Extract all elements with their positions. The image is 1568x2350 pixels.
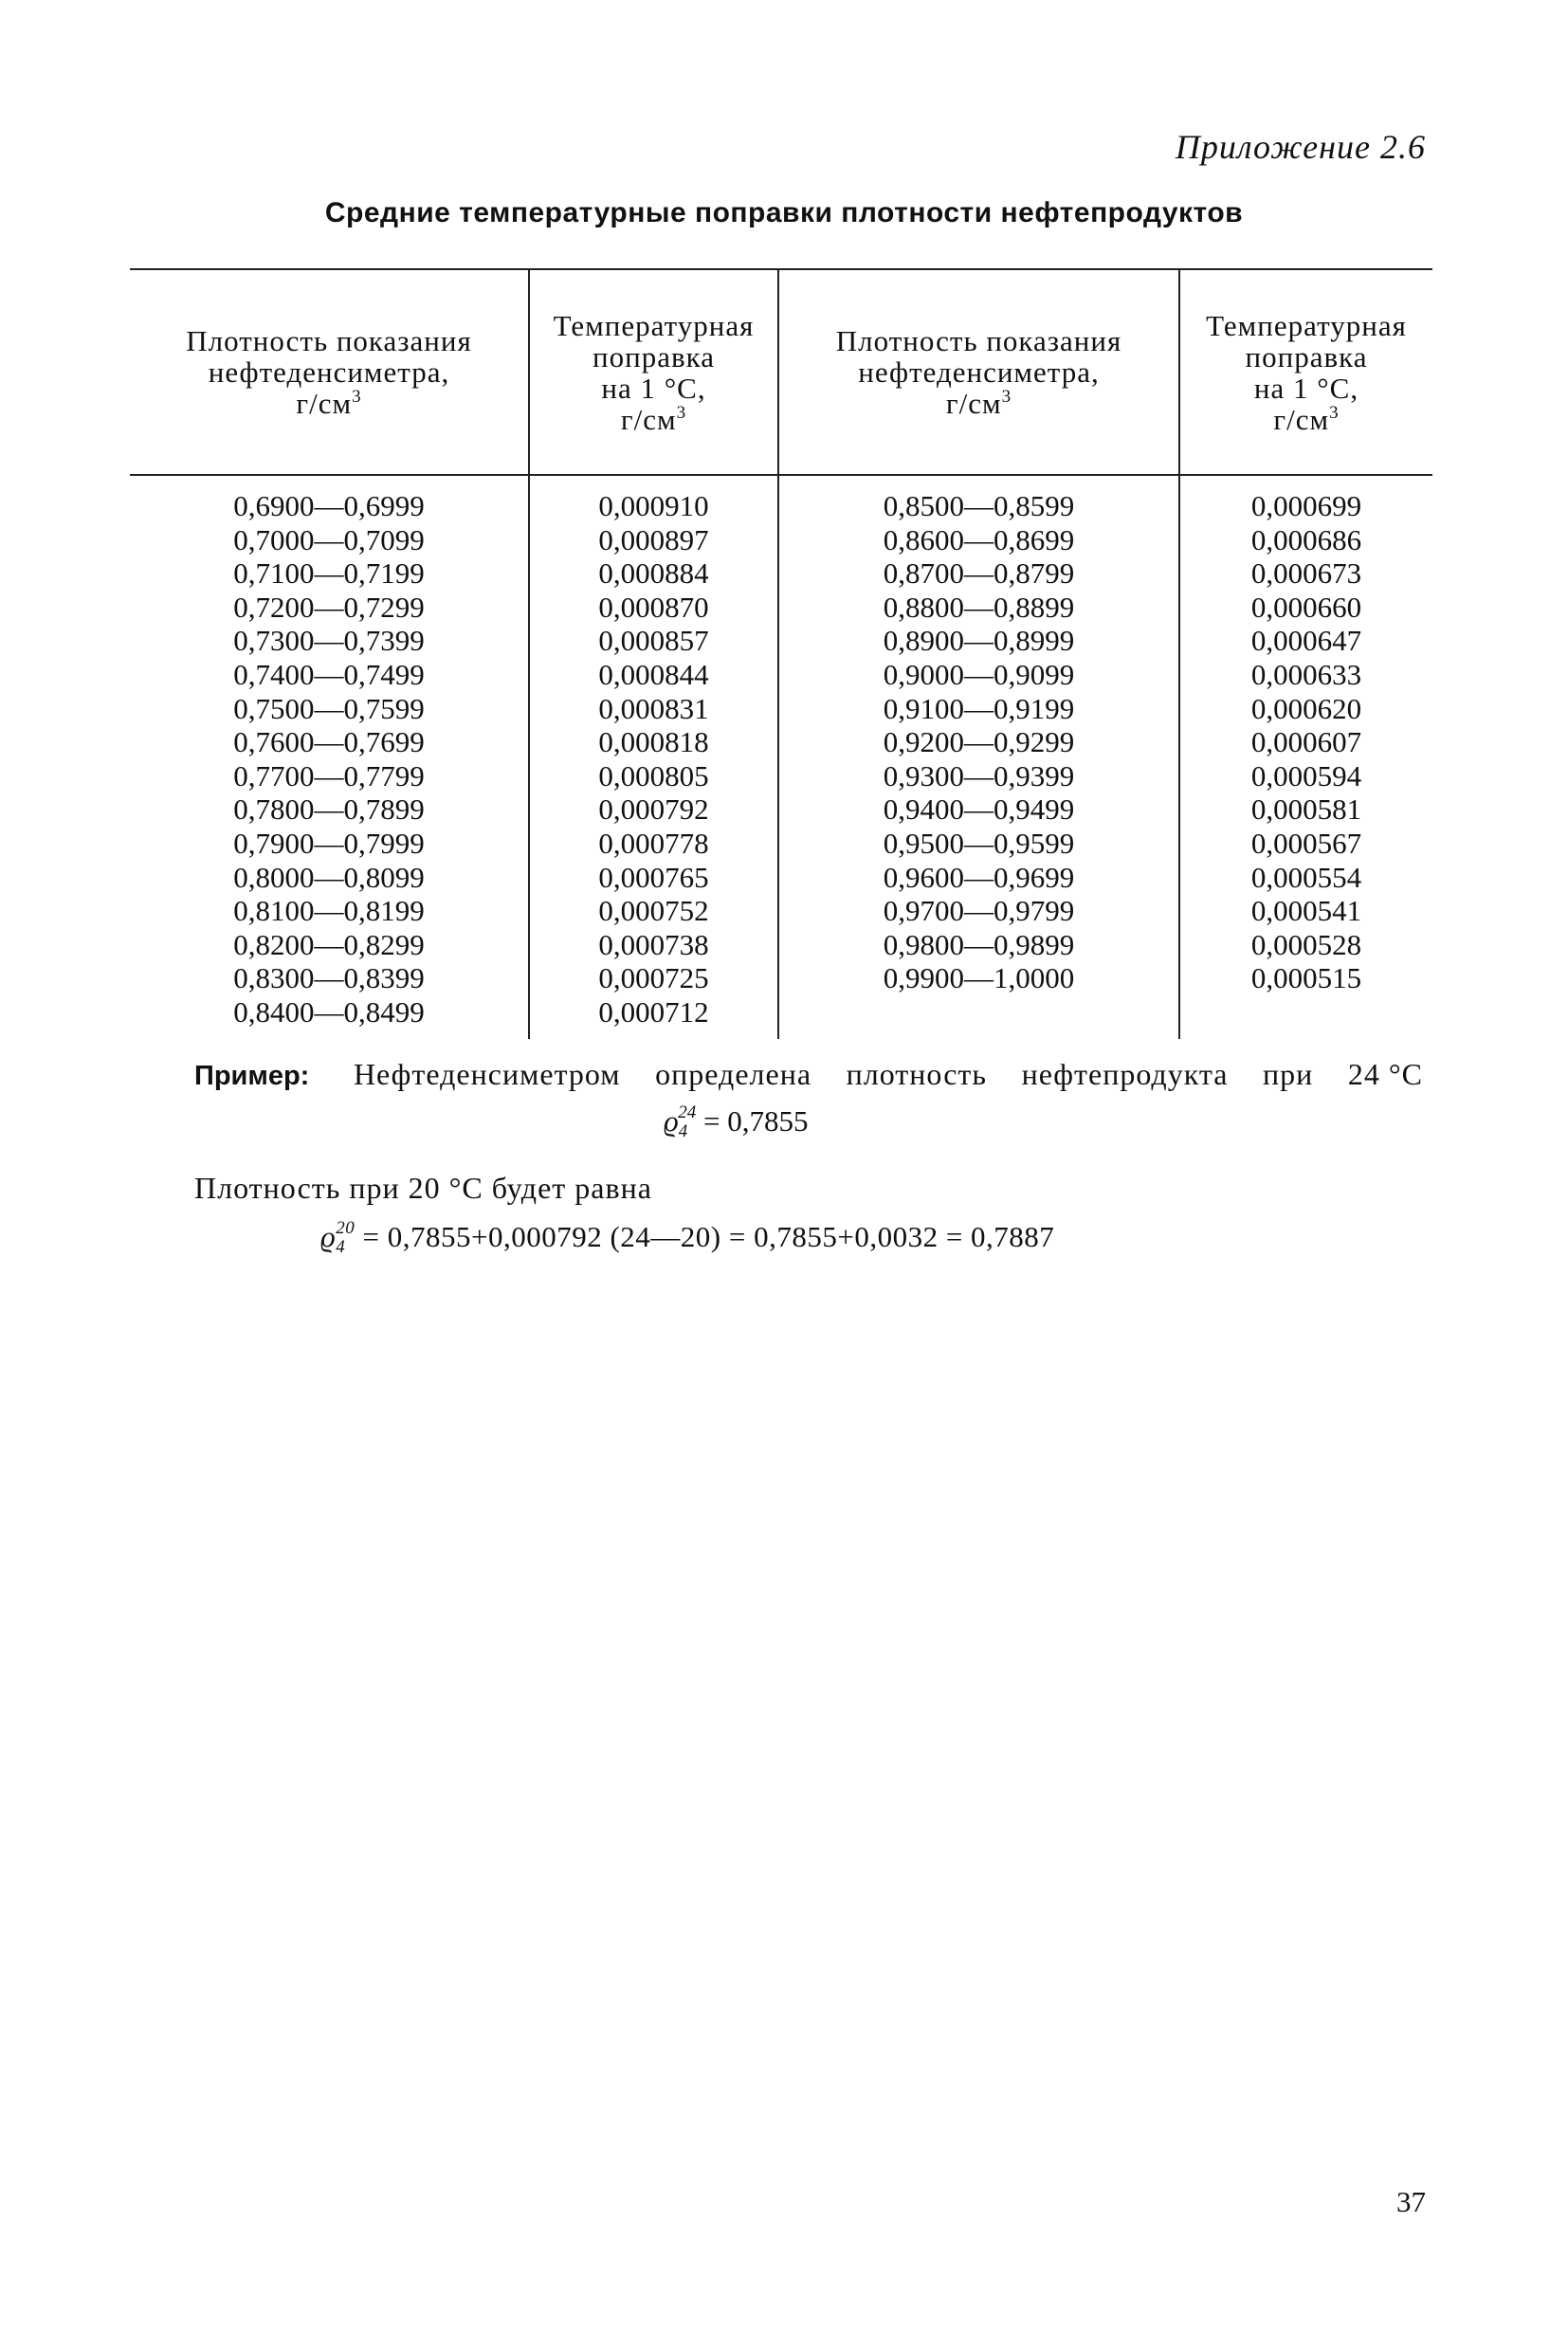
example-word: определена [655,1057,812,1091]
table-cell: 0,000831 [598,691,709,725]
table-cell: 0,9700—0,9799 [883,894,1075,928]
header-density-2: Плотность показания нефтеденсиметра, $г/см^3$ [778,269,1179,475]
table-cell: 0,000515 [1250,961,1362,995]
example-text-2: Плотность при 20 °С будет равна [194,1171,652,1205]
table-cell: 0,000884 [598,556,709,591]
table-cell: 0,8800—0,8899 [883,590,1075,624]
table-cell: 0,000738 [598,927,709,961]
formula-measured: $ϱ4^{24} = 0,7855$ [664,1102,809,1141]
table-cell: 0,000844 [598,657,709,691]
table-cell: 0,8500—0,8599 [883,489,1075,522]
table-cell: 0,000594 [1250,758,1362,792]
example-paragraph [194,1057,1423,1092]
table-cell: 0,000699 [1250,489,1362,522]
example-word: 24 °С [1347,1057,1423,1091]
table-cell: 0,000673 [1250,556,1362,591]
table-cell: 0,000752 [598,894,709,928]
table-cell: 0,9500—0,9599 [883,826,1075,860]
table-cell: 0,000581 [1250,792,1362,827]
header-correction-1: Температурная поправка на 1 °С, $г/см^3$ [529,269,778,475]
table-cell: 0,000686 [1250,522,1362,556]
appendix-label: Приложение 2.6 [1175,128,1426,166]
table-cell: 0,9600—0,9699 [883,860,1075,894]
density-column-2 [778,475,1179,1039]
table-cell: 0,000567 [1250,826,1362,860]
table-cell: 0,000647 [1250,624,1362,658]
table-cell: 0,000660 [1250,590,1362,624]
table-cell: 0,000541 [1250,894,1362,928]
table-cell: 0,000857 [598,624,709,658]
density-column-1 [130,475,529,1039]
page-title: Средние температурные поправки плотности нефтепродуктов [324,197,1244,228]
example-label: Пример: [194,1061,310,1091]
table-cell: 0,8700—0,8799 [883,556,1075,591]
header-correction-2: Температурная поправка на 1 °С, $г/см^3$ [1179,269,1432,475]
correction-table [130,268,1432,1039]
table-header-row [130,269,1432,475]
table-cell: 0,000870 [598,590,709,624]
example-word: плотность [846,1057,987,1091]
table-cell: 0,9800—0,9899 [883,927,1075,961]
table-cell: 0,000910 [598,489,709,522]
table-cell: 0,7400—0,7499 [233,657,425,691]
table-cell: 0,8100—0,8199 [233,894,425,928]
table-cell: 0,7500—0,7599 [233,691,425,725]
table-cell: 0,7600—0,7699 [233,725,425,759]
table-cell: 0,000818 [598,725,709,759]
table-cell: 0,000528 [1250,927,1362,961]
correction-column-1 [529,475,778,1039]
example-word: нефтепродукта [1021,1057,1229,1091]
table-cell: 0,000620 [1250,691,1362,725]
table-cell: 0,7700—0,7799 [233,758,425,792]
table-cell: 0,000554 [1250,860,1362,894]
table-cell: 0,8900—0,8999 [883,624,1075,658]
table-cell: 0,000607 [1250,725,1362,759]
table-cell: 0,000792 [598,792,709,827]
table-cell: 0,7900—0,7999 [233,826,425,860]
table-cell: 0,000778 [598,826,709,860]
table-cell: 0,9300—0,9399 [883,758,1075,792]
table-cell: 0,9400—0,9499 [883,792,1075,827]
table-cell: 0,000712 [598,994,709,1029]
table-cell: 0,7300—0,7399 [233,624,425,658]
formula-result: $ϱ4^{20} = 0,7855+0,000792$ (24—20) = 0,7855+0,0032 = 0,7887 [320,1218,1055,1257]
table-cell: 0,9200—0,9299 [883,725,1075,759]
table-cell: 0,000725 [598,961,709,995]
table-cell: 0,7000—0,7099 [233,522,425,556]
example-word: при [1263,1057,1314,1091]
table-cell: 0,000633 [1250,657,1362,691]
table-cell: 0,000805 [598,758,709,792]
table-cell: 0,9000—0,9099 [883,657,1075,691]
page-number: 37 [1396,2185,1426,2218]
table-cell: 0,000765 [598,860,709,894]
table-cell: 0,8000—0,8099 [233,860,425,894]
header-density-1: Плотность показания нефтеденсиметра, $г/см^3$ [130,269,529,475]
table-cell: 0,000897 [598,522,709,556]
table-cell: 0,9900—1,0000 [883,961,1075,995]
correction-column-2 [1179,475,1432,1039]
example-word: Нефтеденсиметром [353,1057,621,1091]
table-cell: 0,8400—0,8499 [233,994,425,1029]
table-cell: 0,7100—0,7199 [233,556,425,591]
table-cell: 0,9100—0,9199 [883,691,1075,725]
table-cell: 0,7200—0,7299 [233,590,425,624]
table-cell: 0,7800—0,7899 [233,792,425,827]
table-cell: 0,8300—0,8399 [233,961,425,995]
table-body-row [130,475,1432,1039]
table-cell: 0,6900—0,6999 [233,489,425,522]
table-cell: 0,8600—0,8699 [883,522,1075,556]
table-cell: 0,8200—0,8299 [233,927,425,961]
